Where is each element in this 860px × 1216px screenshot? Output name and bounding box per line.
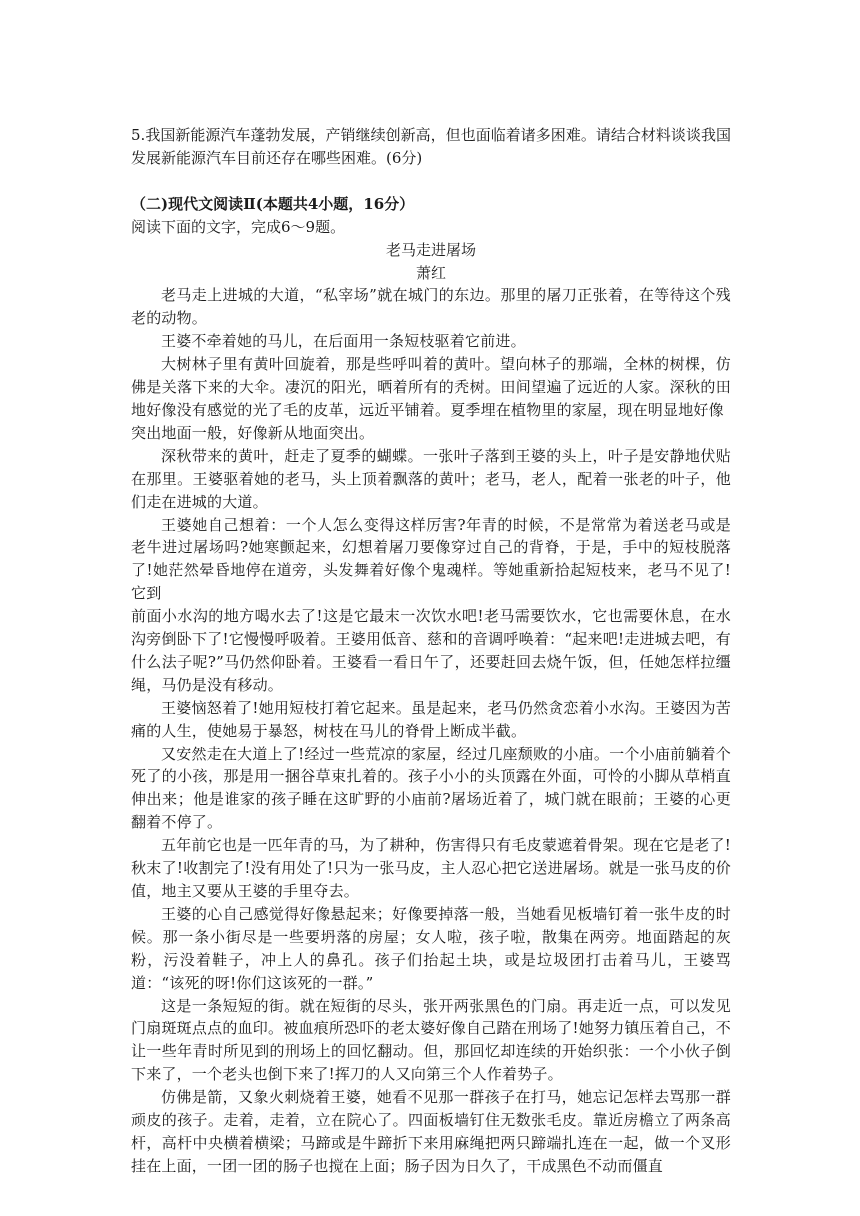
- exam-page: [131, 124, 731, 1178]
- section-heading: （二)现代文阅读Ⅱ(本题共4小题，16分）: [131, 194, 415, 213]
- story-title: 老马走进屠场: [385, 240, 476, 259]
- paragraph: 王婆不牵着她的马儿，在后面用一条短枝驱着它前进。: [161, 332, 526, 351]
- paragraph: 大树林子里有黄叶回旋着，那是些呼叫着的黄叶。望向林子的那端，全林的树棵，仿佛是关落下来的大伞。凄沉的阳光，晒着所有的秃树。田间望遍了远近的人家。深秋的田地好像没有感觉的光了毛的皮革，远近平铺着。夏季埋在植物里的家屋，现在明显地好像: [131, 355, 731, 419]
- paragraph: 突出地面一般，好像新从地面突出。: [131, 423, 375, 442]
- paragraph: 前面小水沟的地方喝水去了!这是它最末一次饮水吧!老马需要饮水，它也需要休息，在水沟旁倒卧下了!它慢慢呼吸着。王婆用低音、慈和的音调呼唤着：“起来吧!走进城去吧，有什么法子呢?”马仍然仰卧着。王婆看一看日午了，还要赶回去烧午饭，但，任她怎样拉缰绳，马仍是没有移动。: [131, 607, 731, 694]
- paragraph: 王婆的心自己感觉得好像悬起来；好像要掉落一般，当她看见板墙钉着一张牛皮的时候。那一条小街尽是一些要坍落的房屋；女人啦，孩子啦，散集在两旁。地面踏起的灰粉，污没着鞋子，冲上人的鼻孔。孩子们抬起土块，或是垃圾团打击着马儿，王婆骂道：“该死的呀!你们这该死的一群。”: [131, 904, 731, 992]
- story-author: 萧红: [415, 263, 446, 282]
- paragraph: 老马走上进城的大道，“私宰场”就在城门的东边。那里的屠刀正张着，在等待这个残老的动物。: [131, 286, 731, 328]
- paragraph: 深秋带来的黄叶，赶走了夏季的蝴蝶。一张叶子落到王婆的头上，叶子是安静地伏贴在那里。王婆驱着她的老马，头上顶着飘落的黄叶；老马，老人，配着一张老的叶子，他们走在进城的大道。: [131, 446, 731, 511]
- paragraph: 五年前它也是一匹年青的马，为了耕种，伤害得只有毛皮蒙遮着骨架。现在它是老了!秋末了!收割完了!没有用处了!只为一张马皮，主人忍心把它送进屠场。就是一张马皮的价值，地主又要从王婆的手里夺去。: [131, 836, 731, 900]
- question-5: 5.我国新能源汽车蓬勃发展，产销继续创新高，但也面临着诸多困难。请结合材料谈谈我国发展新能源汽车目前还存在哪些困难。(6分): [131, 126, 731, 167]
- paragraph: 王婆她自己想着：一个人怎么变得这样厉害?年青的时候，不是常常为着送老马或是老牛进过屠场吗?她寒颤起来，幻想着屠刀要像穿过自己的背脊，于是，手中的短枝脱落了!她茫然晕昏地停在道旁，头发舞着好像个鬼魂样。等她重新拾起短枝来，老马不见了!它到: [131, 515, 731, 603]
- paragraph: 王婆恼怒着了!她用短枝打着它起来。虽是起来，老马仍然贪恋着小水沟。王婆因为苦痛的人生，使她易于暴怒，树枝在马儿的脊骨上断成半截。: [131, 698, 731, 740]
- paragraph: 又安然走在大道上了!经过一些荒凉的家屋，经过几座颓败的小庙。一个小庙前躺着个死了的小孩，那是用一捆谷草束扎着的。孩子小小的头顶露在外面，可怜的小脚从草梢直伸出来；他是谁家的孩子睡在这旷野的小庙前?屠场近着了，城门就在眼前；王婆的心更翻着不停了。: [131, 744, 731, 832]
- paragraph: 仿佛是箭，又象火刺烧着王婆，她看不见那一群孩子在打马，她忘记怎样去骂那一群顽皮的孩子。走着，走着，立在院心了。四面板墙钉住无数张毛皮。靠近房檐立了两条高杆，高杆中央横着横梁；马蹄或是牛蹄折下来用麻绳把两只蹄端扎连在一起，做一个叉形挂在上面，一团一团的肠子也搅在上面；肠子因为日久了，干成黑色不动而僵直: [131, 1088, 731, 1175]
- spacer: [131, 170, 731, 193]
- paragraph: 这是一条短短的街。就在短街的尽头，张开两张黑色的门扇。再走近一点，可以发见门扇斑斑点点的血印。被血痕所恐吓的老太婆好像自己踏在刑场了!她努力镇压着自己，不让一些年青时所见到的刑场上的回忆翻动。但，那回忆却连续的开始织张：一个小伙子倒下来了，一个老头也倒下来了!挥刀的人又向第三个人作着势子。: [131, 996, 731, 1084]
- instruction: 阅读下面的文字，完成6～9题。: [131, 217, 346, 236]
